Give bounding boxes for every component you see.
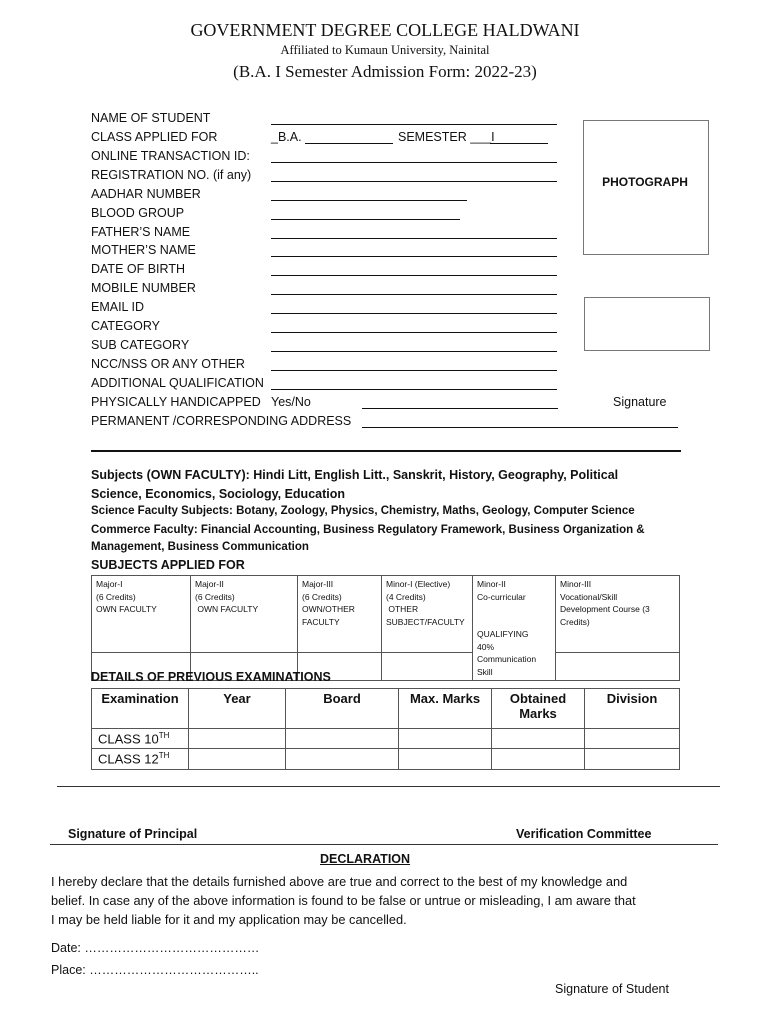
class-12-board[interactable] [286,749,399,769]
class-12-year[interactable] [189,749,286,769]
aadhar-input-line[interactable] [271,200,467,201]
label-blood-group: BLOOD GROUP [91,206,185,220]
exam-row-class-12: CLASS 12TH [92,749,189,769]
subject-entry-minor-1[interactable] [382,653,473,681]
label-ncc-nss: NCC/NSS OR ANY OTHER [91,357,245,371]
label-mother-name: MOTHER’S NAME [91,243,196,257]
own-faculty-subjects: Subjects (OWN FACULTY): Hindi Litt, English Litt., Sanskrit, History, Geography, Political Science, Economics, Sociology, Education [91,468,619,501]
photograph-label: PHOTOGRAPH [602,175,688,189]
subjects-applied-heading: SUBJECTS APPLIED FOR [91,558,245,572]
principal-signature-label: Signature of Principal [68,827,198,841]
transaction-id-input-line[interactable] [271,162,557,163]
previous-exams-table [91,688,680,770]
dob-input-line[interactable] [271,275,557,276]
email-input-line[interactable] [271,313,557,314]
label-sub-category: SUB CATEGORY [91,338,190,352]
commerce-faculty-subjects: Commerce Faculty: Financial Accounting, Business Regulatory Framework, Business Organization & Management, Business Communication [91,524,645,553]
affiliation-line: Affiliated to Kumaun University, Nainital [280,43,490,57]
subject-col-minor-1: Minor-I (Elective) (4 Credits) OTHER SUBJECT/FACULTY [382,576,473,653]
label-email: EMAIL ID [91,300,145,314]
handicapped-input-line[interactable] [362,408,558,409]
label-dob: DATE OF BIRTH [91,262,185,276]
label-mobile: MOBILE NUMBER [91,281,196,295]
class-10-obtained-marks[interactable] [492,729,585,749]
signature-box[interactable] [584,297,710,351]
date-field[interactable]: Date: …………………………………… [51,941,260,955]
class-value: _B.A. [271,130,302,144]
label-aadhar: AADHAR NUMBER [91,187,201,201]
category-input-line[interactable] [271,332,557,333]
subject-col-minor-2: Minor-II Co-curricular QUALIFYING 40% Communication Skill [473,576,556,681]
header-max-marks: Max. Marks [399,689,492,729]
class-10-division[interactable] [585,729,680,749]
subject-col-major-1: Major-I (6 Credits) OWN FACULTY [92,576,191,653]
place-field[interactable]: Place: ………………………………….. [51,963,259,977]
exam-row-class-10: CLASS 10TH [92,729,189,749]
class-12-obtained-marks[interactable] [492,749,585,769]
father-name-input-line[interactable] [271,238,557,239]
header-year: Year [189,689,286,729]
label-address: PERMANENT /CORRESPONDING ADDRESS [91,414,352,428]
subject-col-minor-3: Minor-III Vocational/Skill Development Course (3 Credits) [556,576,680,653]
sub-category-input-line[interactable] [271,351,557,352]
ncc-nss-input-line[interactable] [271,370,557,371]
header-examination: Examination [92,689,189,729]
class-12-division[interactable] [585,749,680,769]
declaration-line-3: I may be held liable for it and my application may be cancelled. [51,912,407,927]
blood-group-input-line[interactable] [271,219,460,220]
mobile-input-line[interactable] [271,294,557,295]
signature-label: Signature [613,395,667,409]
address-input-line[interactable] [362,427,678,428]
verification-committee-label: Verification Committee [516,827,652,841]
registration-input-line[interactable] [271,181,557,182]
subject-col-major-3: Major-III (6 Credits) OWN/OTHER FACULTY [298,576,382,653]
label-category: CATEGORY [91,319,160,333]
name-input-line[interactable] [271,124,557,125]
declaration-line-2: belief. In case any of the above information is found to be false or untrue or misleading, I am aware that [51,893,636,908]
class-10-board[interactable] [286,729,399,749]
label-registration: REGISTRATION NO. (if any) [91,168,252,182]
declaration-line-1: I hereby declare that the details furnished above are true and correct to the best of my knowledge and [51,874,628,889]
header-board: Board [286,689,399,729]
subjects-applied-table [91,575,680,681]
label-handicapped: PHYSICALLY HANDICAPPED [91,395,261,409]
label-name: NAME OF STUDENT [91,111,211,125]
office-use-divider [57,786,720,787]
student-signature-label: Signature of Student [555,982,669,996]
label-class: CLASS APPLIED FOR [91,130,218,144]
semester-label: SEMESTER ___I [398,130,495,144]
class-blank[interactable] [305,143,393,144]
label-father-name: FATHER’S NAME [91,225,191,239]
signature-divider [50,844,718,845]
subject-entry-minor-3[interactable] [556,653,680,681]
additional-qualification-input-line[interactable] [271,389,557,390]
previous-exams-heading: DETAILS OF PREVIOUS EXAMINATIONS [91,670,331,684]
science-faculty-subjects: Science Faculty Subjects: Botany, Zoology, Physics, Chemistry, Maths, Geology, Computer Science [91,505,635,517]
class-12-max-marks[interactable] [399,749,492,769]
college-title: GOVERNMENT DEGREE COLLEGE HALDWANI [190,20,580,40]
semester-blank[interactable] [490,143,548,144]
form-title: (B.A. I Semester Admission Form: 2022-23) [233,62,537,81]
label-transaction-id: ONLINE TRANSACTION ID: [91,149,250,163]
mother-name-input-line[interactable] [271,256,557,257]
class-10-year[interactable] [189,729,286,749]
declaration-heading: DECLARATION [320,852,411,866]
handicapped-options: Yes/No [271,395,311,409]
subject-col-major-2: Major-II (6 Credits) OWN FACULTY [191,576,298,653]
header-obtained-marks: Obtained Marks [492,689,585,729]
header-division: Division [585,689,680,729]
label-additional-qualification: ADDITIONAL QUALIFICATION [91,376,264,390]
class-10-max-marks[interactable] [399,729,492,749]
section-divider [91,450,681,452]
